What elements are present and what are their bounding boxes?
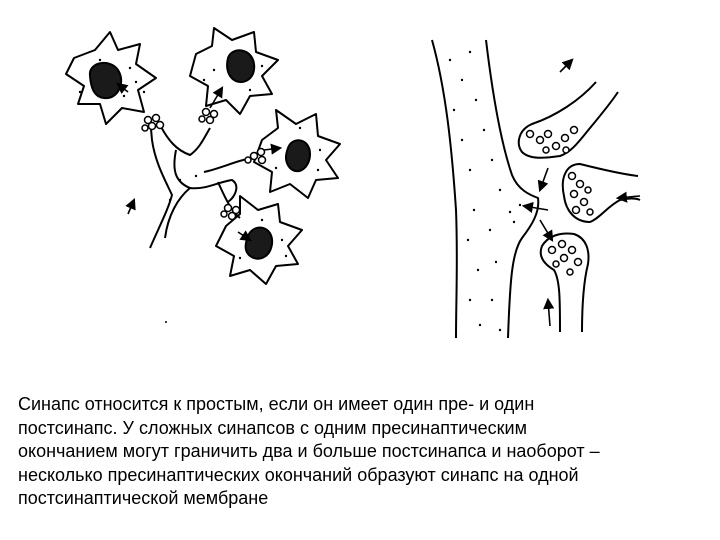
presynaptic-terminal-upper [519,82,618,158]
caption-line-3: окончанием могут граничить два и больше постсинапса и наоборот – [18,441,600,461]
nucleus-1 [90,63,121,98]
caption-line-5: постсинаптической мембране [18,488,269,508]
caption-line-2: постсинапс. У сложных синапсов с одним пресинаптическим [18,417,527,438]
nucleus-3 [286,140,310,171]
left-panel-vesicles [142,109,266,220]
right-panel-vesicles [527,127,594,276]
nucleus-4 [246,228,273,259]
presynaptic-terminal-lower [541,234,589,333]
presynaptic-axon-branches [150,118,252,248]
postsynaptic-dendrite [432,40,457,338]
caption-text [18,393,708,511]
caption-line-4: несколько пресинаптических окончаний образуют синапс на одной [18,464,579,485]
right-panel-arrows [524,60,640,326]
nucleus-2 [227,50,254,82]
right-panel-complex-synapse [432,40,640,338]
caption-line-1: Синапс относится к простым, если он имеет один пре- и один [18,394,535,414]
